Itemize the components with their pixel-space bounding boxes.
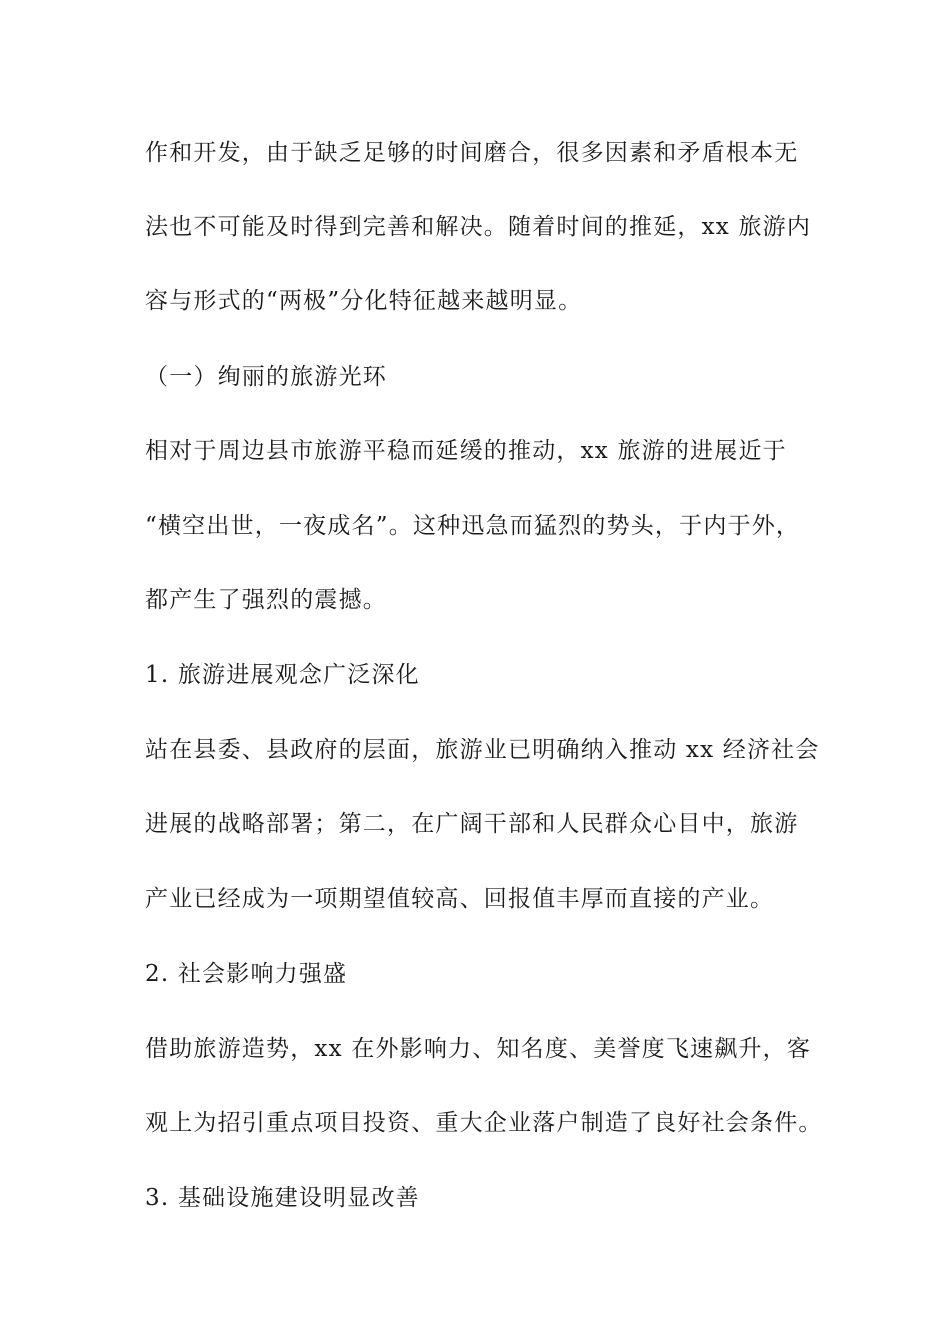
paragraph-line: 法也不可能及时得到完善和解决。随着时间的推延，xx 旅游内	[145, 214, 812, 240]
paragraph-line: 作和开发，由于缺乏足够的时间磨合，很多因素和矛盾根本无	[145, 140, 799, 166]
paragraph-line: 容与形式的“两极”分化特征越来越明显。	[145, 288, 583, 314]
subsection-heading: 2. 社会影响力强盛	[145, 961, 348, 987]
paragraph-line: 相对于周边县市旅游平稳而延缓的推动，xx 旅游的进展近于	[145, 438, 787, 464]
subsection-heading: 3. 基础设施建设明显改善	[145, 1185, 420, 1211]
section-heading: （一）绚丽的旅游光环	[145, 364, 387, 390]
paragraph-line: 借助旅游造势，xx 在外影响力、知名度、美誉度飞速飙升，客	[145, 1036, 812, 1062]
paragraph-line: 进展的战略部署；第二，在广阔干部和人民群众心目中，旅游	[145, 811, 799, 837]
paragraph-line: “横空出世，一夜成名”。这种迅急而猛烈的势头，于内于外，	[145, 513, 801, 539]
paragraph-line: 产业已经成为一项期望值较高、回报值丰厚而直接的产业。	[145, 886, 775, 912]
paragraph-line: 观上为招引重点项目投资、重大企业落户制造了良好社会条件。	[145, 1110, 823, 1136]
paragraph-line: 都产生了强烈的震撼。	[145, 587, 387, 613]
subsection-heading: 1. 旅游进展观念广泛深化	[145, 662, 420, 688]
paragraph-line: 站在县委、县政府的层面，旅游业已明确纳入推动 xx 经济社会	[145, 737, 820, 763]
